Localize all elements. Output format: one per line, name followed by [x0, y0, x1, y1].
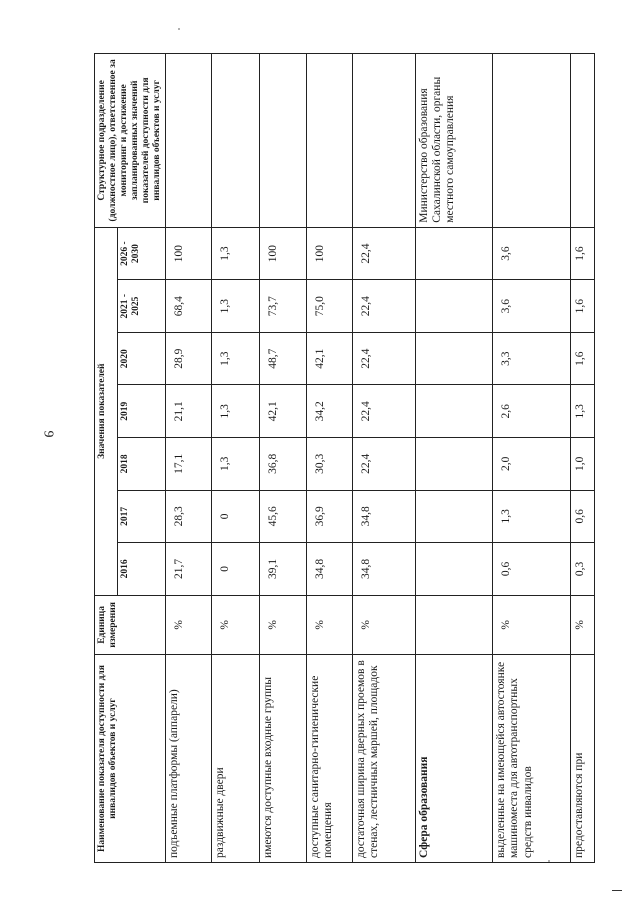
row-value	[415, 332, 493, 385]
row-value	[415, 385, 493, 438]
row-value: 1,3	[211, 332, 260, 385]
row-unit: %	[260, 595, 306, 654]
row-responsible	[211, 54, 260, 228]
row-responsible	[570, 54, 594, 228]
indicators-table	[94, 53, 595, 863]
header-year: 2019	[117, 385, 165, 438]
page-number: 9	[40, 430, 56, 438]
row-name: доступные санитарно-гигиенические помещения	[306, 655, 352, 863]
table-row	[570, 54, 594, 863]
row-value: 2,6	[493, 385, 571, 438]
row-value: 48,7	[260, 332, 306, 385]
row-value: 1,3	[211, 280, 260, 333]
row-value: 42,1	[306, 332, 352, 385]
row-unit: %	[353, 595, 416, 654]
row-value: 68,4	[165, 280, 211, 333]
section-title: Сфера образования	[415, 655, 493, 863]
row-value	[415, 438, 493, 491]
section-row	[415, 54, 493, 863]
row-responsible	[493, 54, 571, 228]
row-value: 36,8	[260, 438, 306, 491]
row-value: 22,4	[353, 385, 416, 438]
row-responsible: Министерство образования Сахалинской области, органы местного самоуправления	[415, 54, 493, 228]
table-row	[260, 54, 306, 863]
row-value: 0,3	[570, 543, 594, 596]
row-value	[415, 490, 493, 543]
row-value: 0	[211, 543, 260, 596]
header-year: 2026 - 2030	[117, 227, 165, 280]
row-unit	[415, 595, 493, 654]
row-unit: %	[493, 595, 571, 654]
row-value: 17,1	[165, 438, 211, 491]
table-row	[493, 54, 571, 863]
row-value: 1,3	[211, 227, 260, 280]
row-value: 22,4	[353, 227, 416, 280]
rotated-table-container	[94, 53, 586, 863]
row-value: 1,6	[570, 280, 594, 333]
header-year: 2016	[117, 543, 165, 596]
row-value	[415, 227, 493, 280]
row-value: 75,0	[306, 280, 352, 333]
header-responsible: Структурное подразделение (должностное лицо), ответственное за мониторинг и достижение запланированных значений показателей доступности для инвалидов объектов и услуг	[95, 54, 166, 228]
row-name: предоставляются при	[570, 655, 594, 863]
row-value: 100	[306, 227, 352, 280]
header-name: Наименование показателя доступности для инвалидов объектов и услуг	[95, 655, 166, 863]
row-value: 1,0	[570, 438, 594, 491]
row-value: 100	[260, 227, 306, 280]
row-value: 34,2	[306, 385, 352, 438]
row-value: 21,7	[165, 543, 211, 596]
row-value: 34,8	[353, 543, 416, 596]
row-value: 22,4	[353, 280, 416, 333]
row-value: 34,8	[353, 490, 416, 543]
row-unit: %	[211, 595, 260, 654]
row-value: 3,6	[493, 227, 571, 280]
table-row	[306, 54, 352, 863]
scan-speck	[548, 860, 550, 862]
row-value: 3,6	[493, 280, 571, 333]
row-value	[415, 280, 493, 333]
table-row	[353, 54, 416, 863]
row-name: достаточная ширина дверных проемов в стенах, лестничных маршей, площадок	[353, 655, 416, 863]
header-year: 2017	[117, 490, 165, 543]
row-name: раздвижные двери	[211, 655, 260, 863]
row-name: имеются доступные входные группы	[260, 655, 306, 863]
row-value: 0,6	[493, 543, 571, 596]
row-value: 1,3	[211, 385, 260, 438]
scan-speck	[178, 28, 180, 30]
row-unit: %	[165, 595, 211, 654]
row-value: 28,3	[165, 490, 211, 543]
row-responsible	[306, 54, 352, 228]
row-value: 2,0	[493, 438, 571, 491]
row-value: 39,1	[260, 543, 306, 596]
row-value: 1,3	[493, 490, 571, 543]
row-value: 36,9	[306, 490, 352, 543]
table-row	[211, 54, 260, 863]
header-year: 2018	[117, 438, 165, 491]
row-name: подъемные платформы (аппарели)	[165, 655, 211, 863]
header-values-group: Значения показателей	[95, 227, 118, 595]
row-value: 1,3	[570, 385, 594, 438]
row-value: 1,6	[570, 332, 594, 385]
row-unit: %	[306, 595, 352, 654]
row-value	[415, 543, 493, 596]
table-row	[165, 54, 211, 863]
row-value: 30,3	[306, 438, 352, 491]
row-value: 0	[211, 490, 260, 543]
row-value: 1,3	[211, 438, 260, 491]
header-year: 2021 - 2025	[117, 280, 165, 333]
row-responsible	[165, 54, 211, 228]
row-value: 3,3	[493, 332, 571, 385]
row-unit: %	[570, 595, 594, 654]
row-name: выделенные на имеющейся автостоянке машиноместа для автотранспортных средств инвалидов	[493, 655, 571, 863]
row-value: 28,9	[165, 332, 211, 385]
row-responsible	[260, 54, 306, 228]
row-value: 42,1	[260, 385, 306, 438]
header-year: 2020	[117, 332, 165, 385]
row-value: 73,7	[260, 280, 306, 333]
row-value: 100	[165, 227, 211, 280]
row-value: 1,6	[570, 227, 594, 280]
row-value: 21,1	[165, 385, 211, 438]
scan-mark	[612, 890, 622, 891]
row-value: 34,8	[306, 543, 352, 596]
row-value: 0,6	[570, 490, 594, 543]
row-value: 22,4	[353, 438, 416, 491]
row-value: 45,6	[260, 490, 306, 543]
row-responsible	[353, 54, 416, 228]
header-unit: Единица измерения	[95, 595, 166, 654]
row-value: 22,4	[353, 332, 416, 385]
